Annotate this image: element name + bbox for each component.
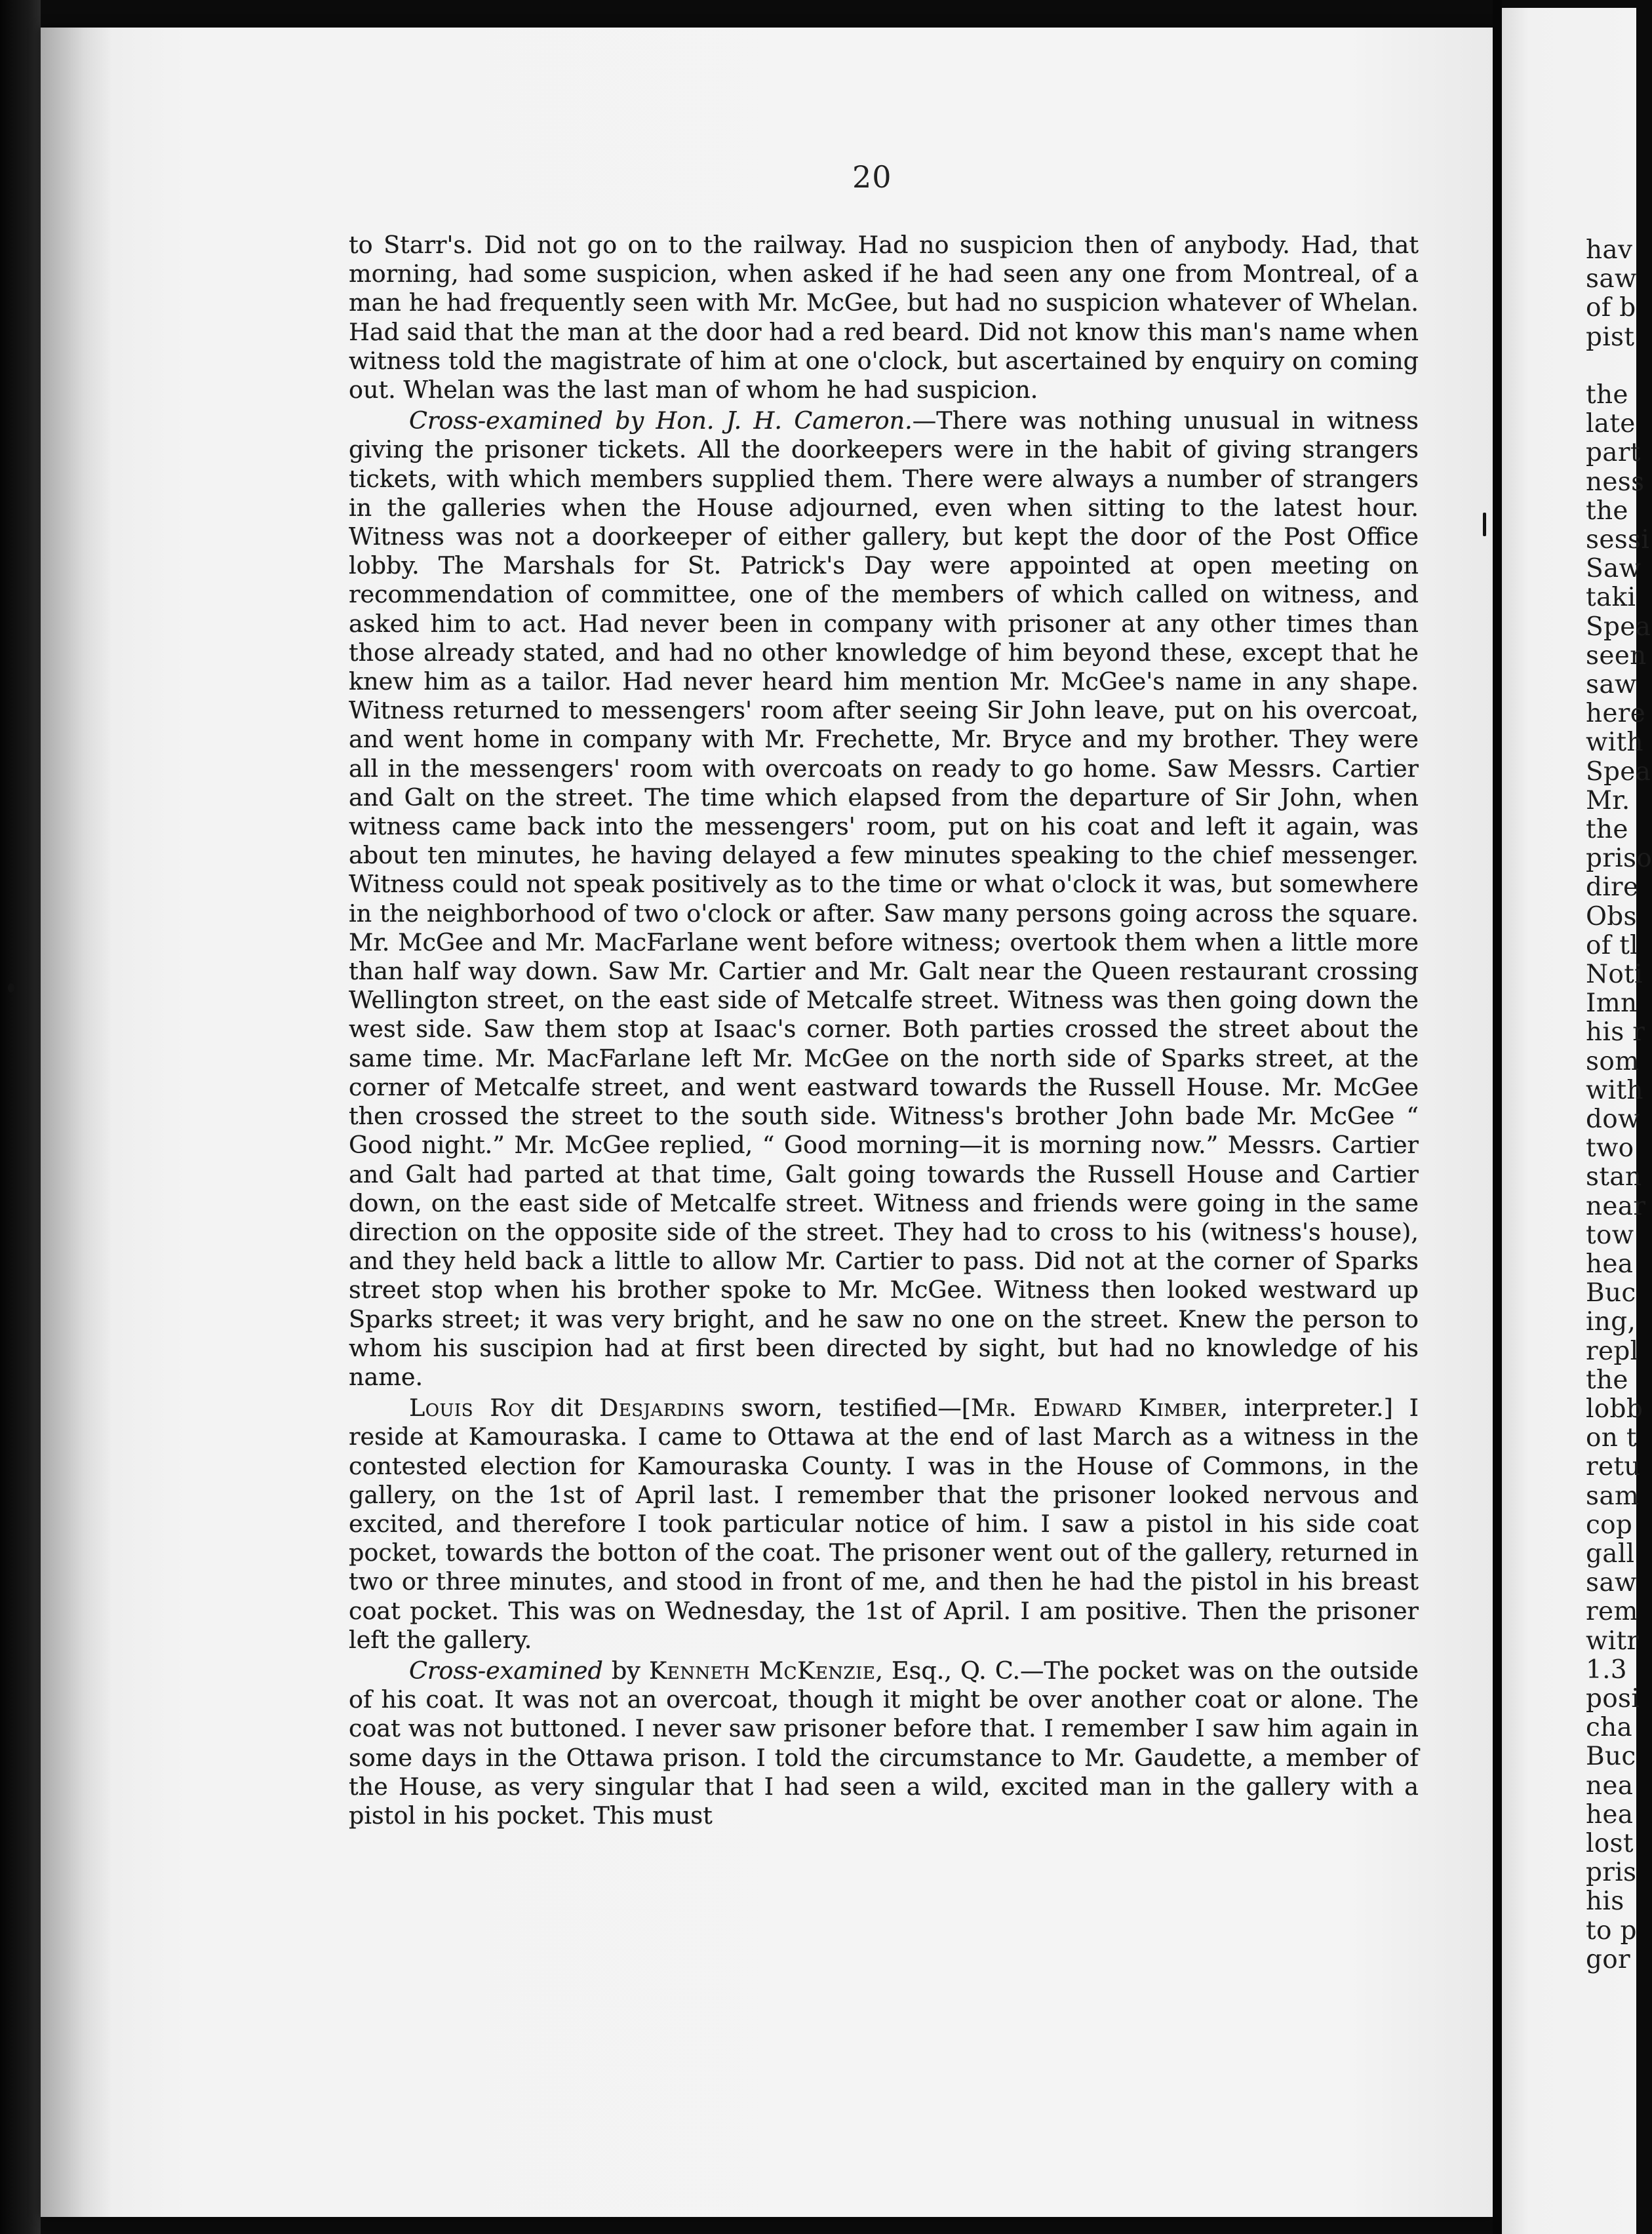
adjacent-page-fragment: Saw	[1586, 554, 1642, 584]
paragraph-cross-examination-cameron	[349, 406, 1419, 1392]
adjacent-page-fragment: Spea	[1586, 756, 1651, 787]
adjacent-page-fragment: hea	[1586, 1249, 1634, 1279]
sworn-text: sworn, testified—[	[724, 1394, 972, 1422]
adjacent-page-fragment: dire	[1586, 872, 1639, 903]
adjacent-page-fragment: taki	[1586, 583, 1636, 613]
adjacent-page-fragment: posi	[1586, 1684, 1640, 1714]
adjacent-page-fragment: saw	[1586, 670, 1637, 699]
paragraph-roy-testimony	[349, 1394, 1419, 1655]
page-binding-shadow	[41, 28, 113, 2217]
counsel-name: Kenneth McKenzie	[648, 1656, 876, 1685]
adjacent-page-fragment: with	[1586, 728, 1643, 758]
interpreter-name: Mr. Edward Kimber	[971, 1394, 1221, 1422]
adjacent-page-fragment: late	[1586, 409, 1636, 439]
adjacent-page-fragment: witr	[1586, 1626, 1640, 1656]
adjacent-page-fragment: lobb	[1586, 1394, 1643, 1424]
book-gutter	[1493, 0, 1502, 2234]
adjacent-page-fragment: Obs	[1586, 901, 1637, 931]
adjacent-page-fragment: two	[1586, 1133, 1634, 1164]
adjacent-page-fragment: gor	[1586, 1944, 1630, 1974]
adjacent-page-fragment: the	[1586, 380, 1628, 410]
adjacent-page-fragment: his	[1586, 1887, 1624, 1917]
adjacent-page-fragment: his r	[1586, 1017, 1645, 1048]
adjacent-page-fragment: Imn	[1586, 989, 1638, 1019]
paragraph-body: , interpreter.] I reside at Kamouraska. I came to Ottawa at the end of last March as a witness in the contested election for Kamouraska County. I was in the House of Commons, in the gallery, on the 1st of April last. I remember that the prisoner looked nervous and excited, and therefore I took particular notice of him. I saw a pistol in his side coat pocket, towards the botton of the coat. The prisoner went out of the gallery, returned in two or three minutes, and stood in front of me, and then he had the pistol in his breast coat pocket. This was on Wednesday, the 1st of April. I am positive. Then the prisoner left the gallery.	[349, 1394, 1419, 1654]
adjacent-page	[1502, 8, 1652, 2234]
adjacent-page-fragment: sessi	[1586, 525, 1650, 555]
ink-speck	[1483, 513, 1486, 536]
cross-examined-heading: Cross-examined	[409, 1656, 603, 1685]
adjacent-page-fragment: the	[1586, 496, 1628, 526]
adjacent-page-fragment: som	[1586, 1046, 1640, 1076]
adjacent-page-fragment: pris	[1586, 1858, 1637, 1888]
paragraph-continuation: to Starr's. Did not go on to the railway. Had no suspicion then of anybody. Had, that morning, had some suspicion, when asked if he had seen any one from Montreal, of a man he had frequently seen with Mr. McGee, but had no suspicion whatever of Whelan. Had said that the man at the door had a red beard. Did not know this man's name when witness told the magistrate of him at one o'clock, but ascertained by enquiry on coming out. Whelan was the last man of whom he had suspicion.	[349, 231, 1419, 404]
adjacent-page-fragment: ing,	[1586, 1307, 1636, 1337]
adjacent-page-fragment: on t	[1586, 1423, 1637, 1453]
by-word: by	[602, 1656, 649, 1685]
adjacent-page-fragment: near	[1586, 1191, 1646, 1221]
adjacent-page-fragment: Buc	[1586, 1742, 1636, 1772]
adjacent-page-fragment: the	[1586, 1365, 1628, 1395]
adjacent-page-fragment: hav	[1586, 235, 1633, 265]
adjacent-page-fragment: retu	[1586, 1452, 1641, 1482]
adjacent-page-fragment: Buc	[1586, 1278, 1636, 1308]
adjacent-page-fragment: tow	[1586, 1220, 1634, 1250]
adjacent-page-fragment: gall	[1586, 1539, 1635, 1569]
witness-name: Louis Roy	[409, 1394, 534, 1422]
witness-alias: Desjardins	[599, 1394, 725, 1422]
paragraph-body: —There was nothing unusual in witness giving the prisoner tickets. All the doorkeepers were in the habit of giving strangers tickets, with which members supplied them. There were always a number of strangers in the galleries when the House adjourned, even when sitting to the latest hour. Witness was not a doorkeeper of either gallery, but kept the door of the Post Office lobby. The Marshals for St. Patrick's Day were appointed at open meeting on recommendation of committee, one of the members of which called on witness, and asked him to act. Had never been in company with prisoner at any other times than those already stated, and had no other knowledge of him beyond these, except that he knew him as a tailor. Had never heard him mention Mr. McGee's name in any shape. Witness returned to messengers' room after seeing Sir John leave, put on his overcoat, and went home in company with Mr. Frechette, Mr. Bryce and my brother. They were all in the messengers' room with overcoats on ready to go home. Saw Messrs. Cartier and Galt on the street. The time which elapsed from the departure of Sir John, when witness came back into the messengers' room, put on his coat and left it again, was about ten minutes, he having delayed a few minutes speaking to the chief messenger. Witness could not speak positively as to the time or what o'clock it was, but somewhere in the neighborhood of two o'clock or after. Saw many persons going across the square. Mr. McGee and Mr. MacFarlane went before witness; overtook them when a little more than half way down. Saw Mr. Cartier and Mr. Galt near the Queen restaurant crossing Wellington street, on the east side of Metcalfe street. Witness was then going down the west side. Saw them stop at Isaac's corner. Both parties crossed the street about the same time. Mr. MacFarlane left Mr. McGee on the north side of Sparks street, at the corner of Metcalfe street, and went eastward towards the Russell House. Mr. McGee then crossed the street to the south side. Witness's brother John bade Mr. McGee “ Good night.” Mr. McGee replied, “ Good morning—it is morning now.” Messrs. Cartier and Galt had parted at that time, Galt going towards the Russell House and Cartier down, on the east side of Metcalfe street. Witness and friends were going in the same direction on the opposite side of the street. They had to cross to his (witness's house), and they held back a little to allow Mr. Cartier to pass. Did not at the corner of Sparks street stop when his brother spoke to Mr. McGee. Witness then looked westward up Sparks street; it was very bright, and he saw no one on the street. Knew the person to whom his suscipion had at first been directed by sight, but had no knowledge of his name.	[349, 406, 1419, 1391]
ink-speck	[8, 983, 14, 992]
adjacent-page-fragment: Noti	[1586, 960, 1643, 989]
adjacent-page-fragment: to p	[1586, 1915, 1637, 1946]
adjacent-page-fragment: 1.3	[1586, 1655, 1627, 1685]
page-number: 20	[852, 159, 892, 195]
paragraph-body: , Esq., Q. C.—The pocket was on the outside of his coat. It was not an overcoat, though it might be over another coat or alone. The coat was not buttoned. I never saw prisoner before that. I remember I saw him again in some days in the Ottawa prison. I told the circumstance to Mr. Gaudette, a member of the House, as very singular that I had seen a wild, excited man in the gallery with a pistol in his pocket. This must	[349, 1656, 1419, 1830]
adjacent-page-fragment: Spea	[1586, 612, 1651, 642]
adjacent-page-fragment: here	[1586, 699, 1646, 729]
adjacent-page-fragment: part	[1586, 438, 1641, 468]
adjacent-page-fragment: rem	[1586, 1597, 1638, 1627]
adjacent-page-fragment: priso	[1586, 844, 1652, 874]
adjacent-page-fragment: pist	[1586, 322, 1635, 352]
adjacent-page-fragment: cop	[1586, 1510, 1633, 1540]
adjacent-page-fragment: of tl	[1586, 930, 1638, 960]
adjacent-page-fragment: sam	[1586, 1481, 1640, 1511]
adjacent-page-fragment: saw	[1586, 1568, 1637, 1598]
adjacent-page-fragment: seen	[1586, 640, 1647, 671]
adjacent-page-fragment: dow	[1586, 1105, 1640, 1134]
dit-word: dit	[534, 1394, 600, 1422]
adjacent-page-fragment: with	[1586, 1075, 1643, 1105]
adjacent-page-fragment: cha	[1586, 1713, 1633, 1743]
adjacent-page-fragment: lost	[1586, 1829, 1634, 1858]
testimony-text	[349, 231, 1419, 1830]
scan-border-left	[0, 0, 41, 2234]
adjacent-page-fragment: hea	[1586, 1799, 1634, 1830]
adjacent-page-fragment: the	[1586, 815, 1628, 844]
adjacent-page-fragment: repl	[1586, 1336, 1639, 1366]
adjacent-page-fragment: saw	[1586, 264, 1637, 294]
adjacent-page-fragment: stan	[1586, 1162, 1642, 1192]
adjacent-page-fragment: nea	[1586, 1771, 1634, 1801]
cross-examined-heading: Cross-examined by Hon. J. H. Cameron.	[409, 406, 913, 435]
adjacent-page-fragment: ness	[1586, 467, 1645, 497]
paragraph-cross-examination-mckenzie	[349, 1656, 1419, 1830]
adjacent-page-fragment: Mr.	[1586, 785, 1630, 815]
adjacent-page-fragment: of b	[1586, 293, 1636, 323]
